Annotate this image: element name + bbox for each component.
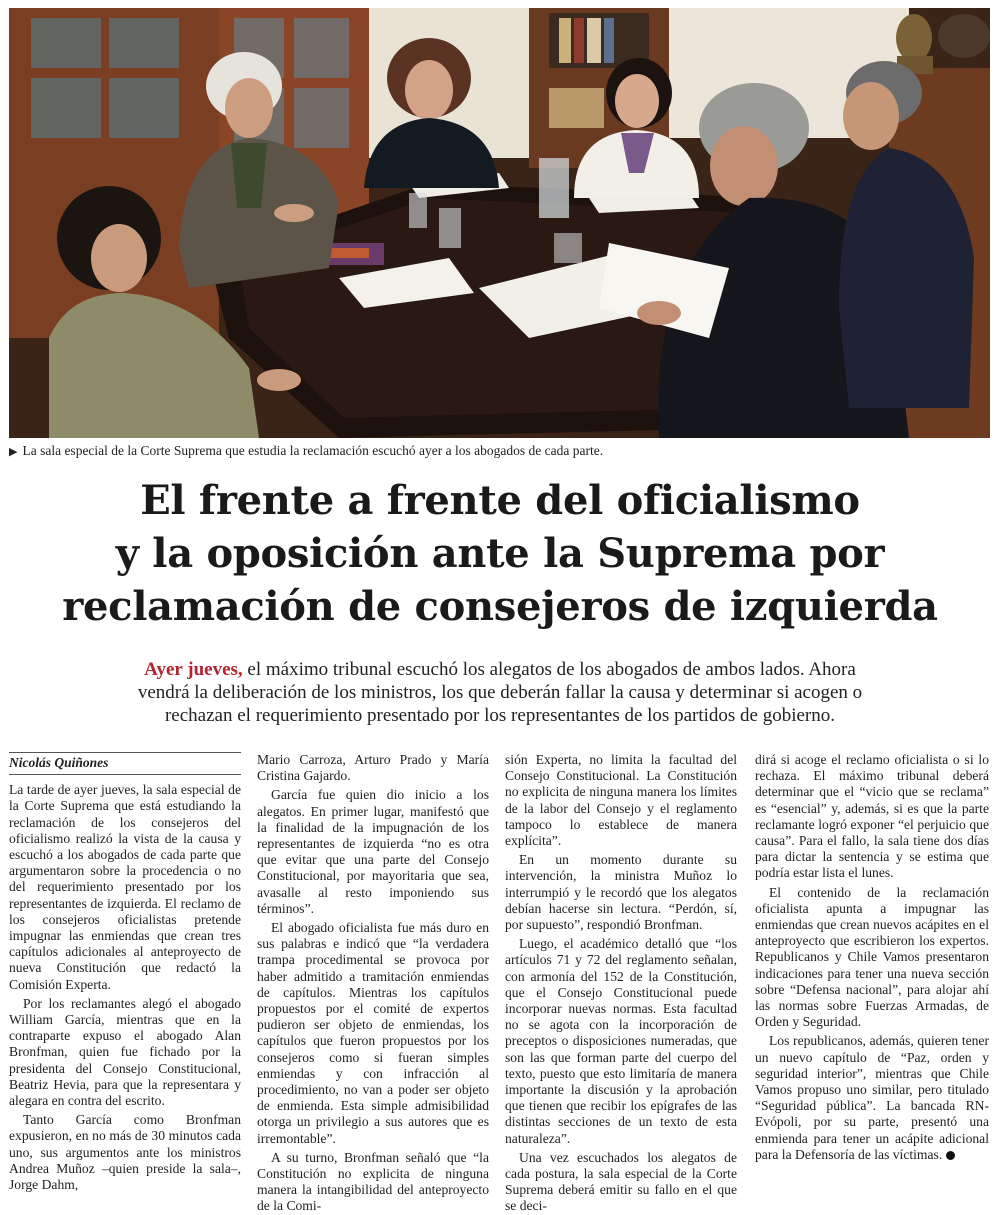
paragraph: García fue quien dio inicio a los alegatos. En primer lugar, manifestó que la finalidad de la impugnación de los representantes de izquierda “no es otra que evitar que una parte del Consejo Constitucional, por mayoritaria que sea, avasalle al resto imponiendo sus términos”. <box>257 787 489 916</box>
caption-text: La sala especial de la Corte Suprema que estudia la reclamación escuchó ayer a los abogados de cada parte. <box>22 443 604 458</box>
lead-line-1-rest: el máximo tribunal escuchó los alegatos de los abogados de ambos lados. Ahora <box>242 659 856 680</box>
article-column-2 <box>257 752 489 1214</box>
paragraph <box>755 1033 989 1163</box>
end-of-article-icon <box>946 1151 955 1160</box>
paragraph: El contenido de la reclamación oficialista apunta a impugnar las enmiendas que crean nuevos acápites en el anteproyecto que escribieron los expertos. Republicanos y Chile Vamos presentaron indicaciones para tener una nueva sección sobre “Defensa nacional”, para alojar ahí las normas sobre Fuerzas Armadas, de Orden y Seguridad. <box>755 884 989 1030</box>
lead-accent: Ayer jueves, <box>144 659 243 680</box>
news-photo <box>9 8 990 438</box>
lead-line-1 <box>60 658 940 681</box>
article-column-3 <box>505 752 737 1214</box>
paragraph: A su turno, Bronfman señaló que “la Constitución no explicita de ninguna manera la intangibilidad del anteproyecto de la Comi- <box>257 1149 489 1214</box>
paragraph: Una vez escuchados los alegatos de cada postura, la sala especial de la Corte Suprema deberá emitir su fallo en el que se deci- <box>505 1149 737 1214</box>
photo-caption <box>9 442 990 460</box>
paragraph: Mario Carroza, Arturo Prado y María Cristina Gajardo. <box>257 752 489 784</box>
paragraph: En un momento durante su intervención, la ministra Muñoz lo interrumpió y le recordó que los alegatos debían hacerse sin lectura. “Perdón, sí, por supuesto”, respondió Bronfman. <box>505 852 737 933</box>
headline-line-1: El frente a frente del oficialismo <box>140 477 860 524</box>
paragraph: Por los reclamantes alegó el abogado William García, mientras que en la contraparte expuso el abogado Alan Bronfman, quien fue fichado por la presidenta del Consejo Constitucional, Beatriz Hevia, para que la representara y alegara en contra del escrito. <box>9 995 241 1109</box>
article-column-4 <box>755 752 989 1160</box>
caption-arrow-icon: ▶ <box>9 446 18 458</box>
byline-author: Nicolás Quiñones <box>9 752 241 775</box>
lead-line-3: rechazan el requerimiento presentado por los representantes de los partidos de gobierno. <box>164 705 836 726</box>
headline-line-2: y la oposición ante la Suprema por <box>115 530 885 577</box>
paragraph: El abogado oficialista fue más duro en sus palabras e indicó que “la verdadera trampa procedimental se provoca por haber admitido a tramitación enmiendas de capítulos. Mientras los capítulos propuestos por el comité de expertos pudieron ser objeto de enmiendas, los capítulos que fueron propuestos por los consejeros como si fueran simples enmiendas y con infracción al procedimiento, no van a poder ser objeto de enmienda. Esta simple admisibilidad otorga un privilegio a sus autores que es irremontable”. <box>257 920 489 1146</box>
paragraph-text: Los republicanos, además, quieren tener un nuevo capítulo de “Paz, orden y seguridad interior”, mientras que Chile Vamos propuso uno similar, pero titulado “Seguridad pública”. La bancada RN-Evópoli, por su parte, presentó una enmienda para tener un acápite adicional para la Defensoría de las víctimas. <box>755 1033 989 1162</box>
lead-line-2: vendrá la deliberación de los ministros, los que deberán fallar la causa y determinar si acogen o <box>137 682 863 703</box>
headline-line-3: reclamación de consejeros de izquierda <box>62 583 938 630</box>
paragraph: dirá si acoge el reclamo oficialista o si lo rechaza. El máximo tribunal deberá determinar que el “vicio que se reclama” es “esencial” y, además, si es que la parte reclamante logró exponer “el perjuicio que causa”. Para el fallo, la sala tiene dos días para dictar la sentencia y se estima que podría estar lista el lunes. <box>755 752 989 881</box>
photo-courtroom-hearing-illustration <box>9 8 990 438</box>
paragraph: sión Experta, no limita la facultad del Consejo Constitucional. La Constitución no explicita de ninguna manera los límites de la labor del Consejo y el reglamento tampoco lo establece de manera explícita”. <box>505 752 737 849</box>
headline <box>20 474 980 633</box>
article-column-1 <box>9 752 241 1193</box>
paragraph: Luego, el académico detalló que “los artículos 71 y 72 del reglamento señalan, con armonía del 152 de la Constitución, que el Consejo Constitucional puede incorporar nuevas normas. Esta facultad no se agota con la incorporación de preceptos o disposiciones numeradas, que son las que forman parte del cuerpo del texto, puesto que esto limitaría de manera importante la discusión y la aprobación que tienen que recibir los epígrafes de las distintas secciones de un texto de esta naturaleza”. <box>505 936 737 1146</box>
paragraph: La tarde de ayer jueves, la sala especial de la Corte Suprema que está estudiando la reclamación de los consejeros del oficialismo realizó la vista de la causa y escuchó a los abogados de cada parte que argumentaron sobre la procedencia o no del requerimiento presentado por los representantes de izquierda. El reclamo de los consejeros oficialistas pretende impugnar las enmiendas que crean tres capítulos adicionales al anteproyecto de nueva Constitución que redactó la Comisión Experta. <box>9 782 241 992</box>
lead-paragraph <box>60 658 940 727</box>
paragraph: Tanto García como Bronfman expusieron, en no más de 30 minutos cada uno, sus argumentos ante los ministros Andrea Muñoz –quien preside la sala–, Jorge Dahm, <box>9 1112 241 1193</box>
